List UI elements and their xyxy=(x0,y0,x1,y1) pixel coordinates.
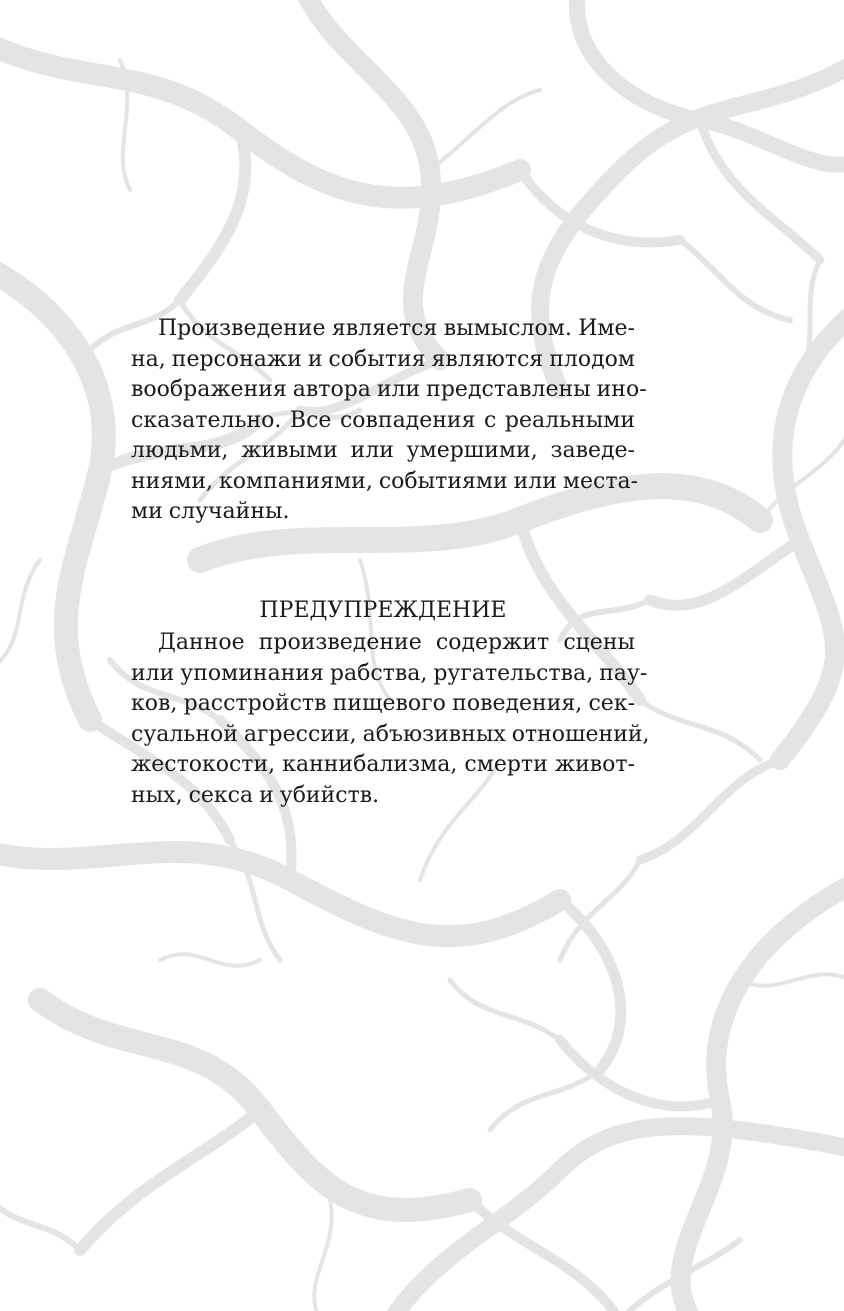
warning-line: ков, расстройств пищевого поведения, сек- xyxy=(131,691,635,716)
disclaimer-line: ми случайны. xyxy=(131,499,290,524)
disclaimer-line: на, персонажи и события являются плодом xyxy=(131,346,635,372)
warning-line: суальной агрессии, абъюзивных отношений, xyxy=(131,721,650,747)
disclaimer-line: сказательно. Все совпадения с реальными xyxy=(131,407,635,433)
disclaimer-line: воображения автора или представлены ино- xyxy=(131,377,647,402)
disclaimer-line: Произведение является вымыслом. Име- xyxy=(158,316,635,341)
warning-line: жестокости, каннибализма, смерти живот- xyxy=(131,752,635,777)
warning-heading: ПРЕДУПРЕЖДЕНИЕ xyxy=(259,598,507,623)
warning-line: Данное произведение содержит сцены xyxy=(158,630,635,655)
warning-line: или упоминания рабства, ругательства, пау- xyxy=(131,660,648,686)
content-warning xyxy=(131,596,650,811)
fiction-disclaimer xyxy=(131,314,647,528)
disclaimer-line: людьми, живыми или умершими, заведе- xyxy=(131,438,635,463)
disclaimer-line: ниями, компаниями, событиями или места- xyxy=(131,468,639,494)
warning-line: ных, секса и убийств. xyxy=(131,782,380,808)
